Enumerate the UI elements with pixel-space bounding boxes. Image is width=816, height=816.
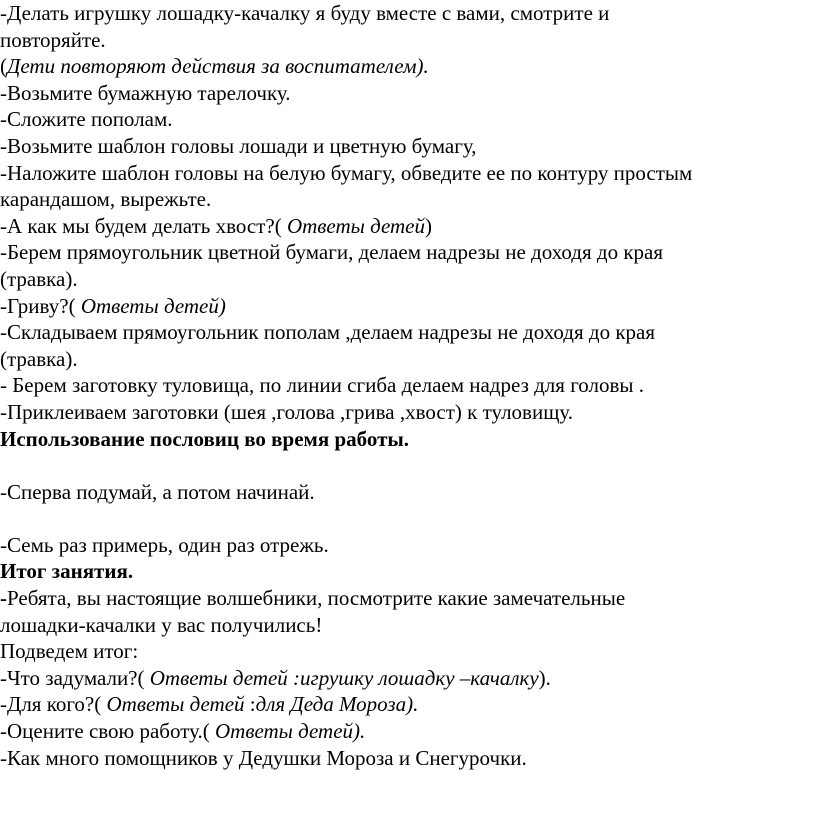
section-heading: Использование пословиц во время работы.	[0, 426, 410, 451]
text-line: (травка).	[0, 266, 78, 291]
italic-fragment: Ответы детей)	[80, 293, 226, 318]
blank-line	[0, 505, 816, 532]
italic-fragment: Ответы детей	[286, 213, 425, 238]
section-heading: Итог занятия.	[0, 559, 134, 584]
text-line: -Как много помощников у Дедушки Мороза и Снегурочки.	[0, 745, 527, 770]
text-line: -Делать игрушку лошадку-качалку я буду вместе с вами, смотрите и	[0, 1, 610, 25]
text-line: (травка).	[0, 346, 78, 371]
text-fragment: ).	[538, 665, 551, 690]
text-line: -Приклеиваем заготовки (шея ,голова ,грива ,хвост) к туловищу.	[0, 399, 574, 424]
text-fragment: -А как мы будем делать хвост?(	[0, 213, 287, 238]
text-fragment: )	[425, 213, 432, 238]
proverb-line: -Семь раз примерь, один раз отрежь.	[0, 532, 329, 557]
proverb-line: -Сперва подумай, а потом начинай.	[0, 479, 315, 504]
text-line	[0, 213, 816, 240]
text-fragment: -Гриву?(	[0, 293, 81, 318]
bold-fragment: -	[0, 586, 7, 611]
text-line	[0, 718, 816, 745]
blank-line	[0, 452, 816, 479]
text-fragment: -Оцените свою работу.(	[0, 719, 215, 744]
text-line	[0, 691, 816, 718]
italic-fragment: Ответы детей).	[215, 719, 366, 744]
text-line: -Складываем прямоугольник пополам ,делаем надрезы не доходя до края	[0, 320, 656, 345]
text-line: -Берем прямоугольник цветной бумаги, делаем надрезы не доходя до края	[0, 240, 664, 265]
text-fragment: :	[244, 692, 256, 717]
text-line: -Возьмите шаблон головы лошади и цветную бумагу,	[0, 133, 477, 158]
text-line: -Возьмите бумажную тарелочку.	[0, 80, 291, 105]
italic-fragment: Дети повторяют действия за воспитателем).	[7, 54, 429, 79]
text-line	[0, 665, 816, 692]
text-line: повторяйте.	[0, 27, 106, 52]
italic-fragment: для Деда Мороза).	[255, 692, 419, 717]
text-fragment: Ребята, вы настоящие волшебники, посмотрите какие замечательные	[7, 586, 626, 611]
text-line: карандашом, вырежьте.	[0, 187, 212, 212]
text-line: - Берем заготовку туловища, по линии сгиба делаем надрез для головы .	[0, 373, 645, 398]
text-line: -Наложите шаблон головы на белую бумагу, обведите ее по контуру простым	[0, 160, 693, 185]
italic-fragment: Ответы детей :игрушку лошадку –качалку	[149, 665, 539, 690]
text-line: -Сложите пополам.	[0, 107, 173, 132]
text-fragment: -Для кого?(	[0, 692, 107, 717]
text-line	[0, 293, 816, 320]
text-line: Подведем итог:	[0, 639, 139, 664]
text-line	[0, 585, 816, 612]
text-line	[0, 53, 816, 80]
text-fragment: (	[0, 54, 7, 79]
text-fragment: -Что задумали?(	[0, 665, 150, 690]
text-line: лошадки-качалки у вас получились!	[0, 612, 323, 637]
italic-fragment: Ответы детей	[106, 692, 245, 717]
